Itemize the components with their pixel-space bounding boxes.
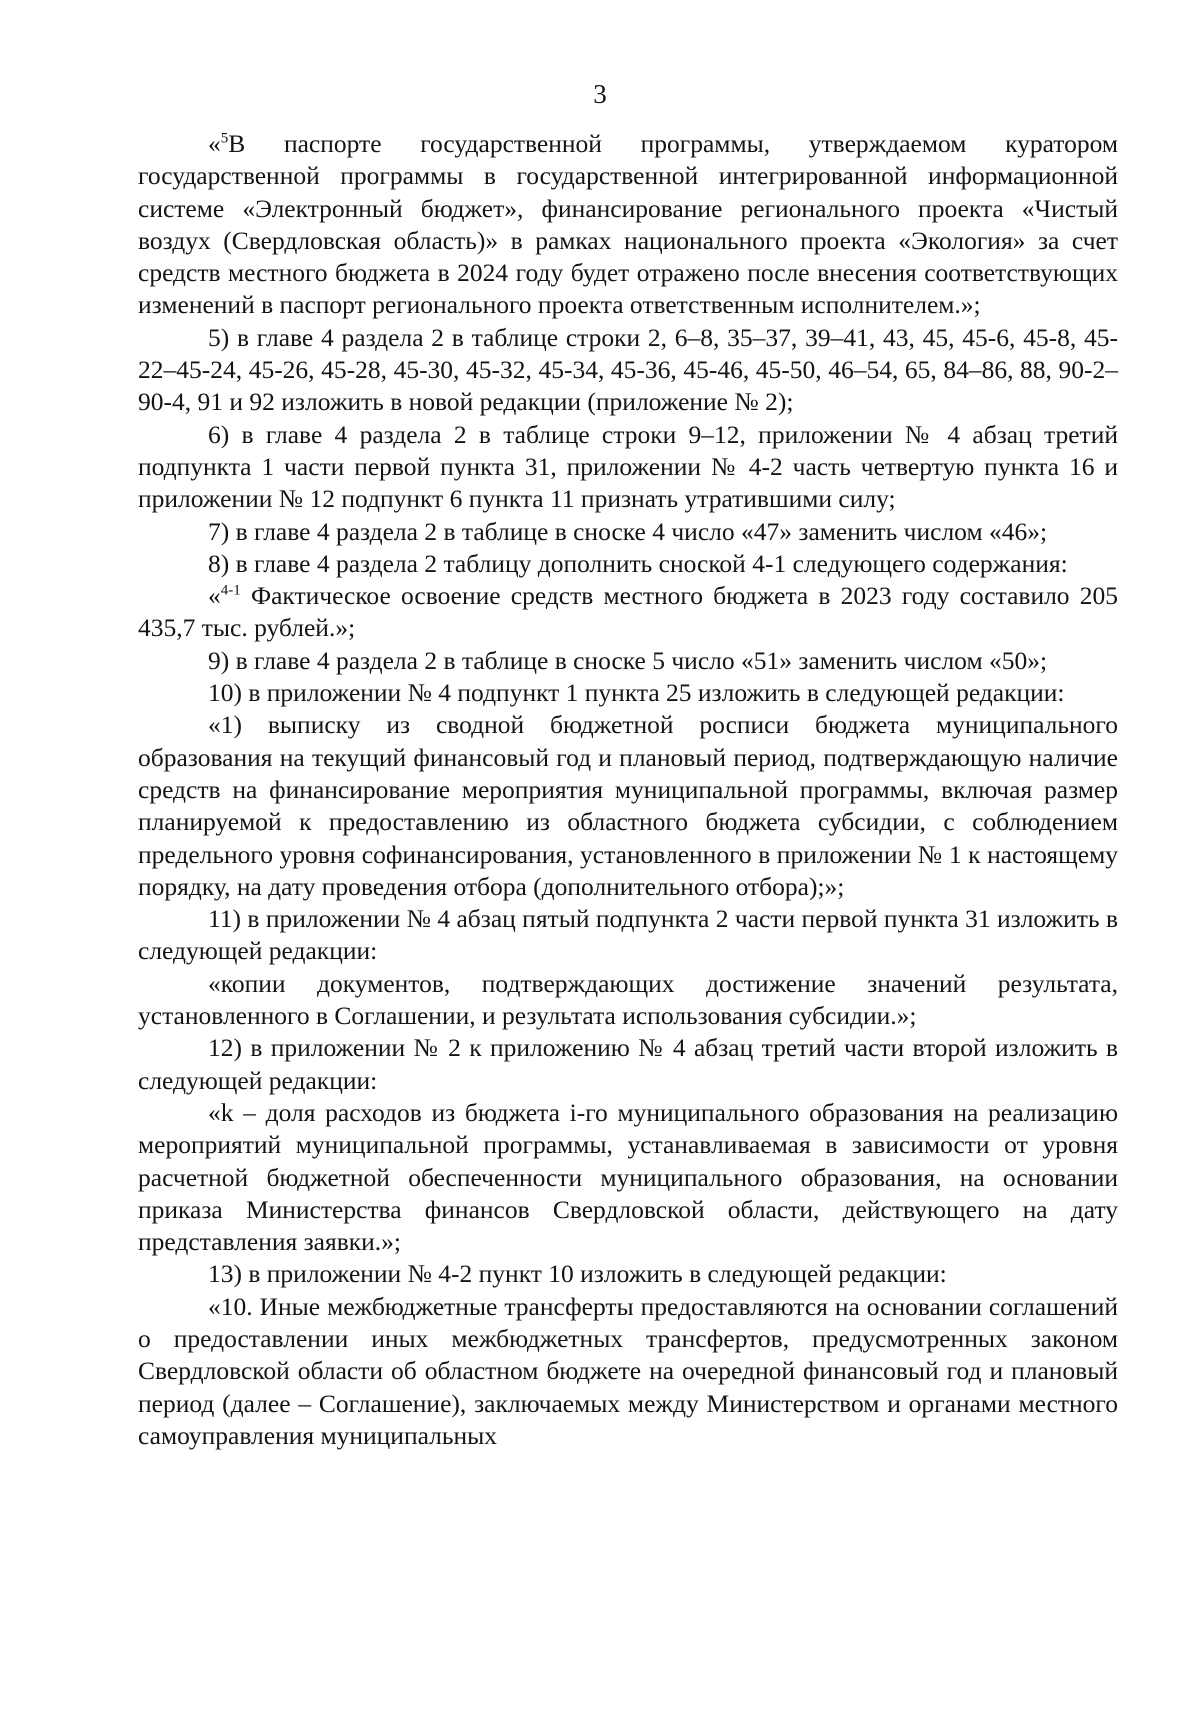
paragraph-footnote-5: «$^5$В паспорте государственной программы, утверждаемом куратором государственной программы в государственной интегрированной информационной системе «Электронный бюджет», финансирование регионального проекта «Чистый воздух (Свердловская область)» в рамках национального проекта «Экология» за счет средств местного бюджета в 2024 году будет отражено после внесения соответствующих изменений в паспорт регионального проекта ответственным исполнителем.»; [138, 129, 1118, 320]
paragraph-quote-k: «k – доля расходов из бюджета i-го муниципального образования на реализацию мероприятий муниципальной программы, устанавливаемая в зависимости от уровня расчетной бюджетной обеспеченности муниципального образования, на основании приказа Министерства финансов Свердловской области, действующего на дату представления заявки.»; [138, 1097, 1118, 1257]
footnote-marker: 5 [220, 130, 229, 147]
document-body [138, 128, 1118, 1452]
paragraph-item-6: 6) в главе 4 раздела 2 в таблице строки 9–12, приложении № 4 абзац третий подпункта 1 части первой пункта 31, приложении № 4-2 часть четвертую пункта 16 и приложении № 12 подпункт 6 пункта 11 признать утратившими силу; [138, 419, 1118, 514]
paragraph-footnote-4-1: «$^{4-1}$ Фактическое освоение средств местного бюджета в 2023 году составило 205 435,7 тыс. рублей.»; [138, 581, 1118, 643]
paragraph-item-12: 12) в приложении № 2 к приложению № 4 абзац третий части второй изложить в следующей редакции: [138, 1033, 1118, 1095]
paragraph-item-9: 9) в главе 4 раздела 2 в таблице в сноске 5 число «51» заменить числом «50»; [208, 645, 1048, 675]
paragraph-item-7: 7) в главе 4 раздела 2 в таблице в сноске 4 число «47» заменить числом «46»; [208, 516, 1048, 546]
paragraph-quote-10: «10. Иные межбюджетные трансферты предоставляются на основании соглашений о предоставлении иных межбюджетных трансфертов, предусмотренных законом Свердловской области об областном бюджете на очередной финансовый год и плановый период (далее – Соглашение), заключаемых между Министерством и органами местного самоуправления муниципальных [138, 1291, 1118, 1450]
paragraph-item-5: 5) в главе 4 раздела 2 в таблице строки 2, 6–8, 35–37, 39–41, 43, 45, 45-6, 45-8, 45-22–45-24, 45-26, 45-28, 45-30, 45-32, 45-34, 45-36, 45-46, 45-50, 46–54, 65, 84–86, 88, 90-2–90-4, 91 и 92 изложить в новой редакции (приложение № 2); [138, 322, 1118, 417]
paragraph-quote-1: «1) выписку из сводной бюджетной росписи бюджета муниципального образования на текущий финансовый год и плановый период, подтверждающую наличие средств на финансирование мероприятия муниципальной программы, включая размер планируемой к предоставлению из областного бюджета субсидии, с соблюдением предельного уровня софинансирования, установленного в приложении № 1 к настоящему порядку, на дату проведения отбора (дополнительного отбора);»; [138, 710, 1118, 901]
footnote-marker: 4-1 [220, 582, 241, 599]
page-number: 3 [593, 79, 607, 109]
paragraph-item-10: 10) в приложении № 4 подпункт 1 пункта 25 изложить в следующей редакции: [208, 678, 1065, 708]
paragraph-quote-copies: «копии документов, подтверждающих достижение значений результата, установленного в Соглашении, и результата использования субсидии.»; [138, 968, 1118, 1031]
paragraph-item-11: 11) в приложении № 4 абзац пятый подпункта 2 части первой пункта 31 изложить в следующей редакции: [138, 904, 1118, 966]
paragraph-item-13: 13) в приложении № 4-2 пункт 10 изложить в следующей редакции: [208, 1259, 947, 1289]
paragraph-item-8: 8) в главе 4 раздела 2 таблицу дополнить сноской 4-1 следующего содержания: [208, 548, 1068, 578]
